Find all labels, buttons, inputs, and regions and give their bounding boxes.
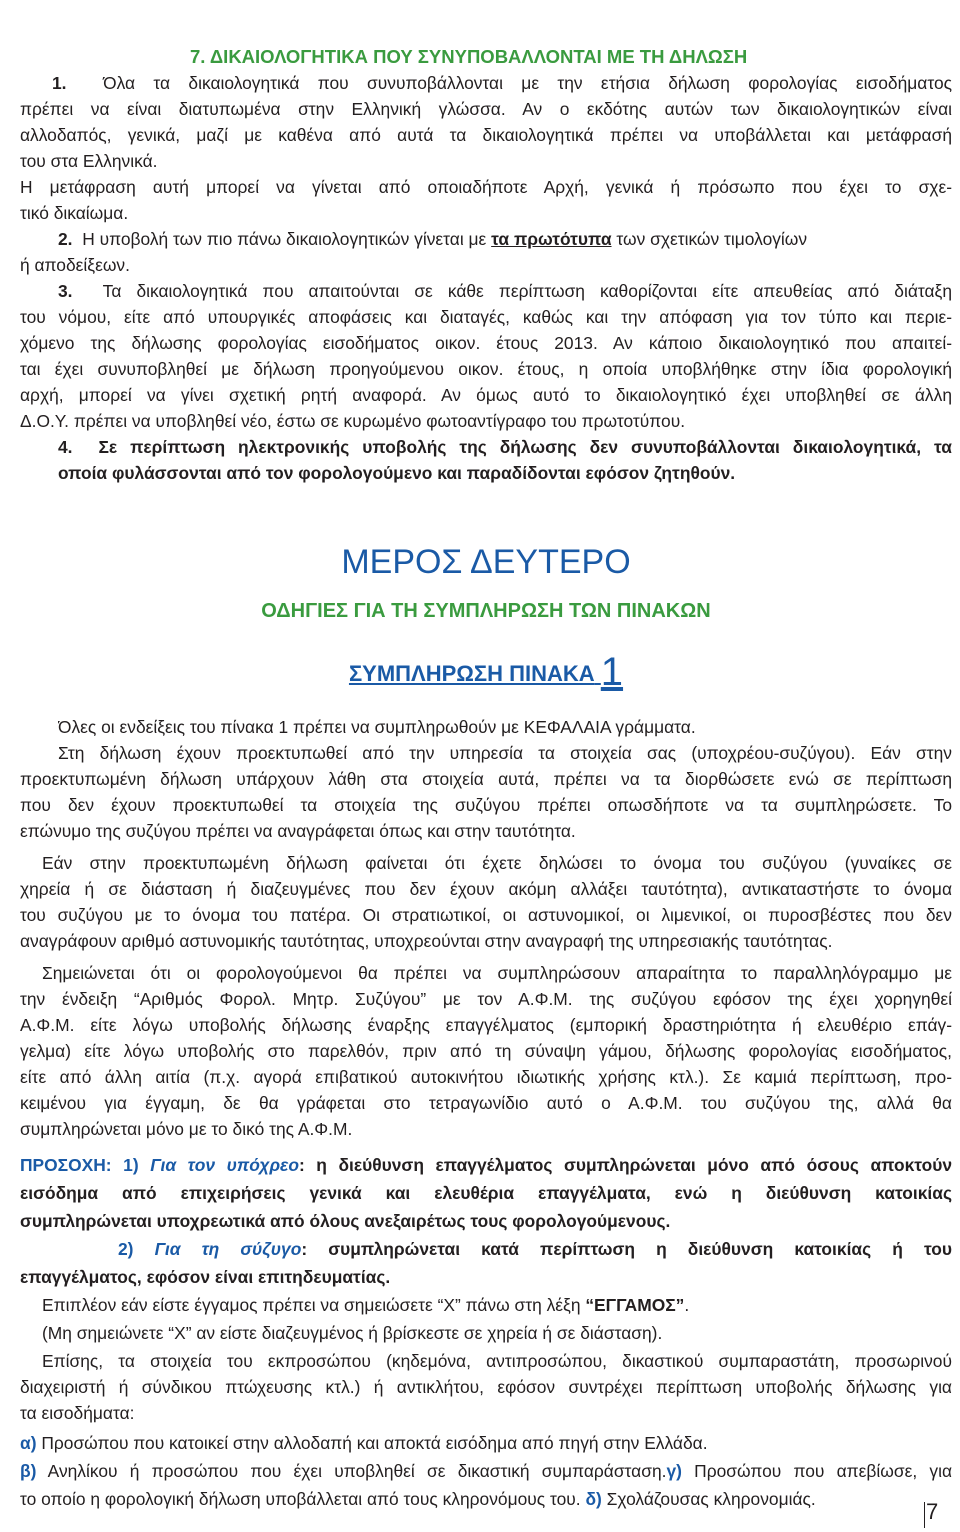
paragraph-1-line-2: πρέπει να είναι διατυπωμένα στην Ελληνική γλώσσα. Αν ο εκδότης αυτών των δικαιολογητικών είναι (20, 99, 952, 119)
page-number: 7 (926, 1499, 939, 1524)
body-line-5: επώνυμο της συζύγου πρέπει να αναγράφεται όπως και στην ταυτότητα. (20, 821, 576, 841)
table-number: 1 (600, 650, 624, 694)
notice-label: ΠΡΟΣΟΧΗ: (20, 1155, 112, 1175)
body-line-11: την ένδειξη “Αριθμός Φορολ. Μητρ. Συζύγου” με τον Α.Φ.Μ. της συζύγου εφόσον της έχει χορηγηθεί (20, 989, 952, 1009)
body-line-6: Εάν στην προεκτυπωμένη δήλωση φαίνεται ότι έχετε δηλώσει το όνομα του συζύγου (γυναίκες σε (42, 853, 952, 873)
part-title: ΜΕΡΟΣ ΔΕΥΤΕΡΟ (341, 543, 631, 581)
notice-line-2: εισόδημα από επιχειρήσεις γενικά και ελευθέρια επαγγέλματα, ενώ η διεύθυνση κατοικίας (20, 1183, 952, 1203)
paragraph-3-line-4: ται έχει συνυποβληθεί με δήλωση προηγούμενου οικον. έτους, η οποία υποβλήθηκε στην ίδια φορολογική (20, 359, 952, 379)
paragraph-1-line-3: αλλοδαπός, γενικά, μαζί με καθένα από αυτά τα δικαιολογητικά πρέπει να υποβάλλεται και μετάφρασή (20, 125, 952, 145)
body-line-3: προεκτυπωμένη δήλωση υπάρχουν λάθη στα στοιχεία αυτά, πρέπει να τα διορθώσετε ενώ σε περίπτωση (20, 769, 952, 789)
body-line-16: συμπληρώνεται μόνο με το δικό της Α.Φ.Μ. (20, 1119, 353, 1139)
body-line-14: είτε από άλλη αιτία (π.χ. αγορά επιβατικού αυτοκινήτου ιδιωτικής χρήσης κτλ.). Σε καμιά περίπτωση, προ- (20, 1067, 952, 1087)
tail-item-b: β) Ανηλίκου ή προσώπου που έχει υποβληθεί σε δικαστική συμπαράσταση.γ) Προσώπου που απεβίωσε, για (20, 1461, 952, 1481)
paragraph-1-line-5: Η μετάφραση αυτή μπορεί να γίνεται από οποιαδήποτε Αρχή, γενικά ή πρόσωπο που έχει το σχε- (20, 177, 952, 197)
body-line-12: Α.Φ.Μ. είτε λόγω υποβολής δήλωσης έναρξης επαγγέλματος (εμπορική δραστηριότητα ή ελευθέριο επάγ- (20, 1015, 952, 1035)
tail-line-2: (Μη σημειώνετε “Χ” αν είστε διαζευγμένος ή βρίσκεστε σε χηρεία ή σε διάσταση). (42, 1323, 663, 1343)
paragraph-1-line-6: τικό δικαίωμα. (20, 203, 129, 223)
section-title: 7. ΔΙΚΑΙΟΛΟΓΗΤΙΚΑ ΠΟΥ ΣΥΝΥΠΟΒΑΛΛΟΝΤΑΙ ΜΕ ΤΗ ΔΗΛΩΣΗ (190, 46, 748, 67)
paragraph-2-line-2: ή αποδείξεων. (20, 255, 130, 275)
paragraph-2-line-1: 2. Η υποβολή των πιο πάνω δικαιολογητικών γίνεται με τα πρωτότυπα των σχετικών τιμολογίων (58, 229, 808, 249)
notice-line-3: συμπληρώνεται υποχρεωτικά από όλους ανεξαιρέτως τους φορολογούμενους. (20, 1211, 671, 1231)
married-word: “ΕΓΓΑΜΟΣ” (585, 1295, 685, 1315)
paragraph-3-line-3: χόμενο της δήλωσης φορολογίας εισοδήματος οικον. έτους 2013. Αν κάποιο δικαιολογητικό που απαιτεί- (20, 333, 952, 353)
paragraph-1-line-1: 1. Όλα τα δικαιολογητικά που συνυποβάλλονται με την ετήσια δήλωση φορολογίας εισοδήματος (52, 73, 952, 93)
tail-line-5: τα εισοδήματα: (20, 1403, 135, 1423)
tail-line-4: διαχειριστή ή σύνδικου πτώχευσης κτλ.) ή αντικλήτου, εφόσον συντρέχει περίπτωση υποβολής δήλωσης για (20, 1377, 952, 1397)
emphasis-originals: τα πρωτότυπα (491, 229, 612, 249)
tail-last-line: το οποίο η φορολογική δήλωση υποβάλλεται από τους κληρονόμους του. δ) Σχολάζουσας κληρονομιάς. (20, 1489, 816, 1509)
paragraph-1-line-4: του στα Ελληνικά. (20, 151, 158, 171)
body-line-15: κειμένου για έγγαμη, δε θα γράφεται στο τετραγωνίδιο αυτό ο Α.Φ.Μ. του συζύγου της, αλλά θα (20, 1093, 952, 1113)
body-line-2: Στη δήλωση έχουν προεκτυπωθεί από την υπηρεσία τα στοιχεία σας (υποχρέου-συζύγου). Εάν στην (58, 743, 952, 763)
item-number: 4. (58, 437, 73, 457)
paragraph-3-line-5: αρχή, μπορεί να γίνει σχετική ρητή αναφορά. Αν όμως αυτό το δικαιολογητικό έχει υποβληθεί σε άλλη (20, 385, 952, 405)
item-number: 2. (58, 229, 73, 249)
item-number: 3. (58, 281, 73, 301)
notice-line-1: ΠΡΟΣΟΧΗ: 1) Για τον υπόχρεο: η διεύθυνση επαγγέλματος συμπληρώνεται μόνο από όσους αποκτούν (20, 1155, 952, 1175)
paragraph-3-line-2: του νόμου, είτε από υπουργικές αποφάσεις και διαταγές, καθώς και την απόφαση για τον τύπο και περιε- (20, 307, 952, 327)
body-line-7: χηρεία ή σε διάσταση ή διαζευγμένες που δεν έχουν ακόμη αλλάξει ταυτότητα), αντικαταστήστε το όνομα (20, 879, 952, 899)
body-line-1: Όλες οι ενδείξεις του πίνακα 1 πρέπει να συμπληρωθούν με ΚΕΦΑΛΑΙΑ γράμματα. (58, 717, 696, 737)
paragraph-4-line-2: οποία φυλάσσονται από τον φορολογούμενο και παραδίδονται εφόσον ζητηθούν. (58, 463, 736, 483)
part-subtitle: ΟΔΗΓΙΕΣ ΓΙΑ ΤΗ ΣΥΜΠΛΗΡΩΣΗ ΤΩΝ ΠΙΝΑΚΩΝ (261, 600, 711, 622)
notice-line-5: επαγγέλματος, εφόσον είναι επιτηδευματίας. (20, 1267, 391, 1287)
body-line-13: γελμα) είτε λόγω υποβολής στο παρελθόν, πριν από τη σύναψη γάμου, δήλωσης φορολογίας εισοδήματος, (20, 1041, 952, 1061)
table-heading: ΣΥΜΠΛΗΡΩΣΗ ΠΙΝΑΚΑ 1 (348, 650, 624, 694)
body-line-4: που δεν έχουν προεκτυπωθεί τα στοιχεία της συζύγου πρέπει οπωσδήποτε να τα συμπληρώσετε. Το (20, 795, 952, 815)
tail-item-a: α) Προσώπου που κατοικεί στην αλλοδαπή και αποκτά εισόδημα από πηγή στην Ελλάδα. (20, 1433, 708, 1453)
body-line-9: αναγράφουν αριθμό αστυνομικής ταυτότητας, υποχρεούνται στην αναγραφή της υπηρεσιακής ταυτότητας. (20, 931, 833, 951)
tail-line-3: Επίσης, τα στοιχεία του εκπροσώπου (κηδεμόνα, αντιπροσώπου, δικαστικού συμπαραστάτη, προσωρινού (42, 1351, 952, 1371)
notice-line-4: 2) Για τη σύζυγο: συμπληρώνεται κατά περίπτωση η διεύθυνση κατοικίας ή του (118, 1239, 952, 1259)
body-line-10: Σημειώνεται ότι οι φορολογούμενοι θα πρέπει να συμπληρώσουν απαραίτητα το παραλληλόγραμμο με (42, 963, 952, 983)
tail-line-1: Επιπλέον εάν είστε έγγαμος πρέπει να σημειώσετε “Χ” πάνω στη λέξη “ΕΓΓΑΜΟΣ”. (42, 1295, 690, 1315)
item-number: 1. (52, 73, 67, 93)
paragraph-3-line-6: Δ.Ο.Υ. πρέπει να υποβληθεί νέο, έστω σε κυρωμένο φωτοαντίγραφο του πρωτοτύπου. (20, 411, 686, 431)
body-line-8: του συζύγου με το όνομα του πατέρα. Οι στρατιωτικοί, οι αστυνομικοί, οι λιμενικοί, οι πυροσβέστες που δεν (20, 905, 952, 925)
paragraph-3-line-1: 3. Τα δικαιολογητικά που απαιτούνται σε κάθε περίπτωση καθορίζονται είτε απευθείας από διάταξη (58, 281, 952, 301)
paragraph-4-line-1: 4. Σε περίπτωση ηλεκτρονικής υποβολής της δήλωσης δεν συνυποβάλλονται δικαιολογητικά, τα (58, 437, 952, 457)
page-number-rule (924, 1502, 925, 1528)
